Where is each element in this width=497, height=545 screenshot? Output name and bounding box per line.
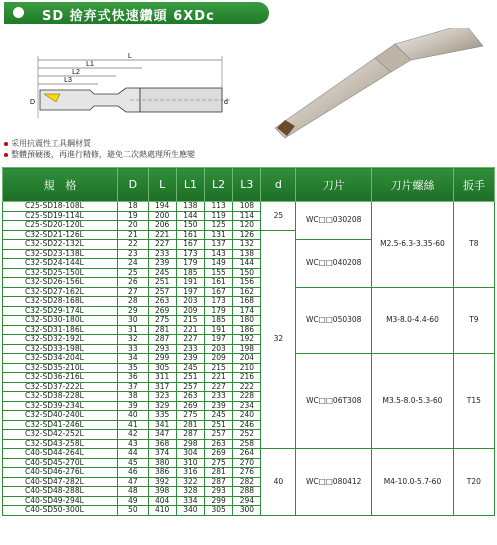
cell-L1: 203 [176, 297, 204, 307]
cell-D: 44 [118, 449, 148, 459]
drill-photo [255, 28, 493, 148]
cell-L1: 167 [176, 240, 204, 250]
cell-L1: 227 [176, 335, 204, 345]
cell-L1: 150 [176, 221, 204, 231]
cell-L2: 257 [205, 430, 233, 440]
note-item [4, 138, 195, 149]
cell-L2: 203 [205, 344, 233, 354]
cell-L1: 316 [176, 468, 204, 478]
cell-D: 36 [118, 373, 148, 383]
cell-L1: 173 [176, 249, 204, 259]
cell-L1: 340 [176, 506, 204, 516]
col-header-wrench: 扳手 [453, 168, 494, 202]
cell-L3: 264 [233, 449, 261, 459]
cell-D: 21 [118, 230, 148, 240]
cell-L: 341 [148, 420, 176, 430]
cell-D: 25 [118, 268, 148, 278]
cell-D: 39 [118, 401, 148, 411]
cell-L2: 185 [205, 316, 233, 326]
cell-L3: 162 [233, 287, 261, 297]
col-header-L2: L2 [205, 168, 233, 202]
cell-L: 323 [148, 392, 176, 402]
cell-model: C40-SD50-300L [3, 506, 118, 516]
cell-D: 41 [118, 420, 148, 430]
cell-L3: 252 [233, 430, 261, 440]
note-text: 整體預硬後，再進行精修，避免二次熱處理所生應變 [11, 150, 195, 159]
cell-L2: 197 [205, 335, 233, 345]
cell-model: C32-SD21-126L [3, 230, 118, 240]
cell-wrench: T9 [453, 287, 494, 354]
cell-D: 24 [118, 259, 148, 269]
cell-L: 257 [148, 287, 176, 297]
cell-L1: 185 [176, 268, 204, 278]
cell-L3: 300 [233, 506, 261, 516]
cell-L3: 288 [233, 487, 261, 497]
cell-model: C32-SD32-192L [3, 335, 118, 345]
cell-L3: 144 [233, 259, 261, 269]
cell-insert: WC□□040208 [296, 240, 372, 288]
cell-L2: 251 [205, 420, 233, 430]
cell-L1: 233 [176, 344, 204, 354]
cell-L2: 287 [205, 477, 233, 487]
col-header-screw: 刀片螺絲 [372, 168, 453, 202]
cell-model: C40-SD48-288L [3, 487, 118, 497]
cell-L: 410 [148, 506, 176, 516]
cell-D: 42 [118, 430, 148, 440]
cell-L3: 192 [233, 335, 261, 345]
cell-L: 335 [148, 411, 176, 421]
banner [0, 0, 497, 26]
cell-D: 20 [118, 221, 148, 231]
cell-L1: 281 [176, 420, 204, 430]
cell-L: 386 [148, 468, 176, 478]
cell-L3: 156 [233, 278, 261, 288]
cell-model: C32-SD38-228L [3, 392, 118, 402]
cell-L3: 234 [233, 401, 261, 411]
cell-model: C32-SD40-240L [3, 411, 118, 421]
cell-L3: 126 [233, 230, 261, 240]
cell-L3: 132 [233, 240, 261, 250]
cell-L2: 293 [205, 487, 233, 497]
cell-L2: 221 [205, 373, 233, 383]
cell-model: C32-SD22-132L [3, 240, 118, 250]
cell-model: C32-SD24-144L [3, 259, 118, 269]
cell-L: 269 [148, 306, 176, 316]
cell-model: C32-SD27-162L [3, 287, 118, 297]
cell-L: 245 [148, 268, 176, 278]
cell-model: C32-SD28-168L [3, 297, 118, 307]
cell-D: 38 [118, 392, 148, 402]
cell-L: 305 [148, 363, 176, 373]
cell-D: 26 [118, 278, 148, 288]
dim-d-label: d [224, 99, 228, 106]
cell-model: C32-SD29-174L [3, 306, 118, 316]
cell-L2: 119 [205, 211, 233, 221]
cell-L2: 305 [205, 506, 233, 516]
col-header-d: d [261, 168, 296, 202]
note-item [4, 149, 195, 160]
bullet-icon [4, 142, 8, 146]
cell-D: 40 [118, 411, 148, 421]
table-body [3, 202, 495, 516]
cell-insert: WC□□030208 [296, 202, 372, 240]
cell-model: C32-SD33-198L [3, 344, 118, 354]
cell-model: C32-SD37-222L [3, 382, 118, 392]
cell-L1: 334 [176, 496, 204, 506]
cell-model: C32-SD34-204L [3, 354, 118, 364]
cell-screw: M4-10.0-5.7-60 [372, 449, 453, 516]
cell-model: C32-SD35-210L [3, 363, 118, 373]
cell-L3: 210 [233, 363, 261, 373]
cell-L3: 270 [233, 458, 261, 468]
cell-L1: 269 [176, 401, 204, 411]
cell-L2: 233 [205, 392, 233, 402]
cell-L3: 228 [233, 392, 261, 402]
cell-insert: WC□□050308 [296, 287, 372, 354]
cell-L: 398 [148, 487, 176, 497]
cell-model: C40-SD44-264L [3, 449, 118, 459]
cell-L3: 180 [233, 316, 261, 326]
cell-D: 23 [118, 249, 148, 259]
cell-model: C32-SD30-180L [3, 316, 118, 326]
cell-L2: 191 [205, 325, 233, 335]
cell-L2: 155 [205, 268, 233, 278]
cell-L1: 310 [176, 458, 204, 468]
cell-model: C25-SD18-108L [3, 202, 118, 212]
cell-D: 19 [118, 211, 148, 221]
cell-L2: 215 [205, 363, 233, 373]
cell-L3: 150 [233, 268, 261, 278]
dim-D-label: D [30, 99, 36, 106]
cell-L2: 281 [205, 468, 233, 478]
cell-L1: 215 [176, 316, 204, 326]
cell-L2: 299 [205, 496, 233, 506]
cell-D: 35 [118, 363, 148, 373]
cell-L3: 198 [233, 344, 261, 354]
cell-D: 31 [118, 325, 148, 335]
cell-shank-d: 32 [261, 230, 296, 449]
cell-wrench: T15 [453, 354, 494, 449]
cell-L1: 209 [176, 306, 204, 316]
cell-model: C32-SD25-150L [3, 268, 118, 278]
cell-model: C40-SD45-270L [3, 458, 118, 468]
dim-L1-label: L1 [86, 61, 94, 68]
cell-D: 27 [118, 287, 148, 297]
banner-bar [4, 2, 269, 24]
page-title: SD 捨弃式快速鑽頭 6XDc [42, 9, 215, 24]
cell-L: 194 [148, 202, 176, 212]
cell-model: C32-SD36-216L [3, 373, 118, 383]
cell-L: 368 [148, 439, 176, 449]
table-row [3, 354, 495, 364]
cell-L1: 221 [176, 325, 204, 335]
cell-L2: 167 [205, 287, 233, 297]
dim-L3-label: L3 [64, 77, 72, 84]
cell-L2: 275 [205, 458, 233, 468]
cell-L: 281 [148, 325, 176, 335]
cell-screw: M3-8.0-4.4-60 [372, 287, 453, 354]
cell-shank-d: 40 [261, 449, 296, 516]
cell-D: 28 [118, 297, 148, 307]
feature-notes [4, 138, 195, 160]
cell-L: 206 [148, 221, 176, 231]
cell-D: 37 [118, 382, 148, 392]
cell-L2: 263 [205, 439, 233, 449]
cell-L: 227 [148, 240, 176, 250]
cell-L: 380 [148, 458, 176, 468]
cell-L: 404 [148, 496, 176, 506]
cell-L3: 186 [233, 325, 261, 335]
cell-screw: M2.5-6.3-3.35-60 [372, 202, 453, 288]
cell-D: 32 [118, 335, 148, 345]
cell-L1: 239 [176, 354, 204, 364]
cell-L: 347 [148, 430, 176, 440]
cell-insert: WC□□06T308 [296, 354, 372, 449]
cell-D: 43 [118, 439, 148, 449]
cell-screw: M3.5-8.0-5.3-60 [372, 354, 453, 449]
table-header-row [3, 168, 495, 202]
cell-wrench: T8 [453, 202, 494, 288]
cell-L2: 149 [205, 259, 233, 269]
cell-L3: 138 [233, 249, 261, 259]
cell-L3: 282 [233, 477, 261, 487]
cell-L3: 216 [233, 373, 261, 383]
spec-table [2, 167, 495, 516]
dim-L-label: L [128, 53, 132, 60]
cell-L: 239 [148, 259, 176, 269]
cell-L1: 191 [176, 278, 204, 288]
cell-L1: 144 [176, 211, 204, 221]
cell-model: C32-SD41-246L [3, 420, 118, 430]
cell-L1: 179 [176, 259, 204, 269]
cell-L: 251 [148, 278, 176, 288]
cell-L2: 269 [205, 449, 233, 459]
cell-L2: 179 [205, 306, 233, 316]
cell-L: 200 [148, 211, 176, 221]
cell-L3: 246 [233, 420, 261, 430]
cell-model: C25-SD20-120L [3, 221, 118, 231]
cell-D: 30 [118, 316, 148, 326]
cell-model: C40-SD46-276L [3, 468, 118, 478]
cell-L1: 322 [176, 477, 204, 487]
cell-insert: WC□□080412 [296, 449, 372, 516]
cell-model: C32-SD43-258L [3, 439, 118, 449]
cell-L1: 328 [176, 487, 204, 497]
cell-L: 287 [148, 335, 176, 345]
cell-D: 47 [118, 477, 148, 487]
cell-L2: 131 [205, 230, 233, 240]
cell-L: 233 [148, 249, 176, 259]
cell-L2: 227 [205, 382, 233, 392]
cell-D: 45 [118, 458, 148, 468]
cell-L: 329 [148, 401, 176, 411]
cell-D: 22 [118, 240, 148, 250]
cell-D: 46 [118, 468, 148, 478]
note-text: 采用抗震性工具鋼材質 [11, 139, 91, 148]
table-row [3, 449, 495, 459]
cell-D: 34 [118, 354, 148, 364]
cell-L2: 245 [205, 411, 233, 421]
cell-wrench: T20 [453, 449, 494, 516]
cell-L: 221 [148, 230, 176, 240]
cell-L3: 276 [233, 468, 261, 478]
cell-L3: 222 [233, 382, 261, 392]
col-header-D: D [118, 168, 148, 202]
cell-model: C32-SD23-138L [3, 249, 118, 259]
cell-L1: 138 [176, 202, 204, 212]
cell-L2: 113 [205, 202, 233, 212]
cell-L: 293 [148, 344, 176, 354]
cell-L: 392 [148, 477, 176, 487]
cell-model: C32-SD39-234L [3, 401, 118, 411]
cell-D: 33 [118, 344, 148, 354]
col-header-L: L [148, 168, 176, 202]
cell-L2: 137 [205, 240, 233, 250]
cell-L3: 174 [233, 306, 261, 316]
cell-L3: 114 [233, 211, 261, 221]
cell-L1: 263 [176, 392, 204, 402]
col-header-L3: L3 [233, 168, 261, 202]
table-row [3, 202, 495, 212]
cell-L2: 239 [205, 401, 233, 411]
cell-L1: 245 [176, 363, 204, 373]
cell-model: C40-SD47-282L [3, 477, 118, 487]
cell-D: 18 [118, 202, 148, 212]
dim-L2-label: L2 [72, 69, 80, 76]
cell-L: 374 [148, 449, 176, 459]
cell-L3: 240 [233, 411, 261, 421]
cell-L1: 251 [176, 373, 204, 383]
cell-L2: 209 [205, 354, 233, 364]
cell-D: 49 [118, 496, 148, 506]
cell-L2: 125 [205, 221, 233, 231]
cell-L3: 120 [233, 221, 261, 231]
cell-L3: 168 [233, 297, 261, 307]
cell-L3: 204 [233, 354, 261, 364]
col-header-insert: 刀片 [296, 168, 372, 202]
cell-L2: 143 [205, 249, 233, 259]
cell-L2: 173 [205, 297, 233, 307]
col-header-L1: L1 [176, 168, 204, 202]
cell-L: 299 [148, 354, 176, 364]
cell-L: 317 [148, 382, 176, 392]
cell-L1: 275 [176, 411, 204, 421]
cell-model: C32-SD26-156L [3, 278, 118, 288]
cell-model: C40-SD49-294L [3, 496, 118, 506]
cell-shank-d: 25 [261, 202, 296, 231]
cell-model: C32-SD31-186L [3, 325, 118, 335]
cell-L1: 287 [176, 430, 204, 440]
cell-L: 275 [148, 316, 176, 326]
cell-D: 29 [118, 306, 148, 316]
cell-L1: 257 [176, 382, 204, 392]
col-header-model: 規 格 [3, 168, 118, 202]
cell-L1: 304 [176, 449, 204, 459]
drill-diagram [30, 46, 230, 128]
cell-L1: 197 [176, 287, 204, 297]
cell-L3: 294 [233, 496, 261, 506]
cell-L3: 258 [233, 439, 261, 449]
cell-L: 311 [148, 373, 176, 383]
cell-L3: 108 [233, 202, 261, 212]
cell-L2: 161 [205, 278, 233, 288]
cell-model: C25-SD19-114L [3, 211, 118, 221]
cell-model: C32-SD42-252L [3, 430, 118, 440]
cell-D: 48 [118, 487, 148, 497]
cell-L: 263 [148, 297, 176, 307]
cell-L1: 298 [176, 439, 204, 449]
circle-icon [13, 7, 24, 18]
bullet-icon [4, 153, 8, 157]
cell-D: 50 [118, 506, 148, 516]
cell-L1: 161 [176, 230, 204, 240]
